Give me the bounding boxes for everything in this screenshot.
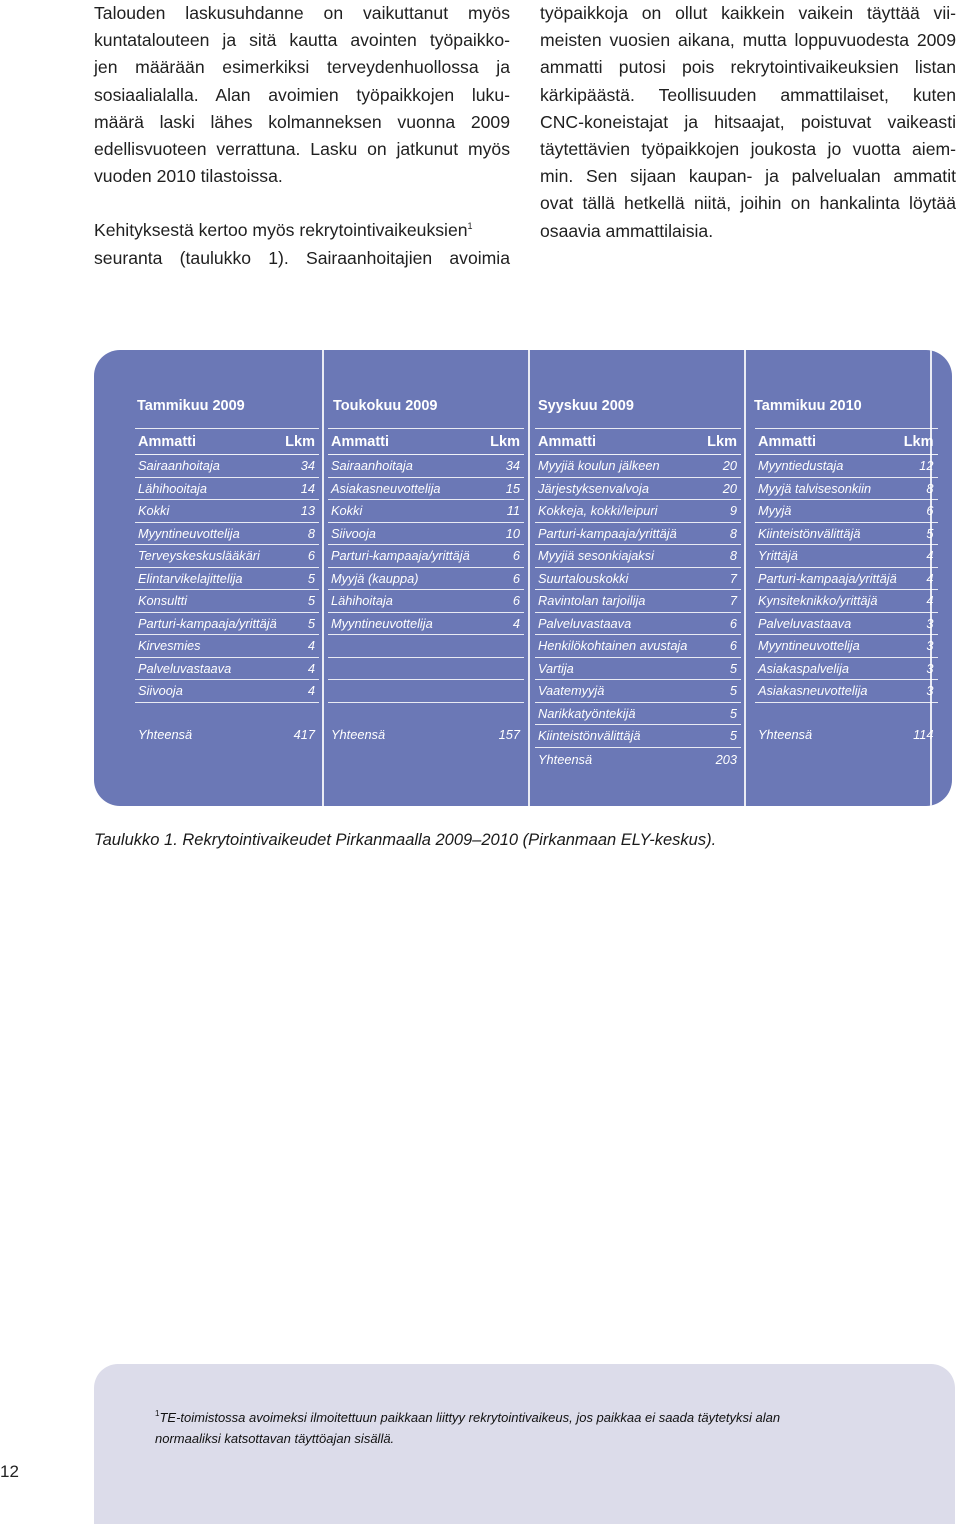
column-separator (322, 350, 324, 806)
job-cell (328, 702, 484, 713)
count-cell: 8 (702, 545, 741, 568)
count-cell: 11 (484, 500, 524, 523)
count-cell: 4 (901, 545, 938, 568)
period-table-jan-2010 (755, 428, 938, 747)
col-job-header: Ammatti (755, 429, 901, 455)
count-cell: 3 (901, 680, 938, 703)
text-line: seuranta (taulukko 1). Sairaanhoitajien avoimia (94, 247, 510, 268)
text-line: määrä laski lähes kolmanneksen vuonna 2009 (94, 111, 510, 132)
col-count-header: Lkm (702, 429, 741, 455)
text-line: kuntatalouteen ja sitä kautta avointen työpaikko- (94, 30, 510, 51)
count-cell: 13 (282, 500, 319, 523)
table-row (328, 635, 524, 658)
table-header-row (135, 429, 319, 455)
count-cell: 6 (484, 590, 524, 613)
job-cell: Kiinteistönvälittäjä (535, 725, 702, 748)
right-text-column (540, 0, 956, 245)
table-row (328, 545, 524, 568)
count-cell (282, 702, 319, 713)
job-cell: Henkilökohtainen avustaja (535, 635, 702, 658)
job-cell: Asiakasneuvottelija (328, 477, 484, 500)
table-row (535, 477, 741, 500)
job-cell: Vaatemyyjä (535, 680, 702, 703)
count-cell: 9 (702, 500, 741, 523)
empty-cell (135, 713, 282, 723)
job-cell (328, 680, 484, 703)
total-row (135, 723, 319, 747)
table-row (535, 590, 741, 613)
period-table-sep-2009 (535, 428, 741, 772)
text-line: min. Sen sijaan kaupan- ja palvelualan ammatit (540, 166, 956, 187)
total-label: Yhteensä (758, 727, 813, 742)
footnote-box (94, 1364, 955, 1524)
job-cell: Palveluvastaava (135, 657, 282, 680)
job-cell: Kokki (135, 500, 282, 523)
count-cell: 5 (282, 567, 319, 590)
table-row (755, 702, 938, 713)
table-row (755, 455, 938, 478)
total-row (535, 747, 741, 772)
job-cell: Myyjä (kauppa) (328, 567, 484, 590)
job-cell (135, 702, 282, 713)
text-line: CNC-koneistajat ja hitsaajat, poistuvat vaikeasti (540, 111, 956, 132)
table-row (135, 612, 319, 635)
paragraph-2 (94, 217, 510, 271)
col-job-header: Ammatti (328, 429, 484, 455)
table-header-row (755, 429, 938, 455)
table-row (755, 567, 938, 590)
text-line: ovat tällä hetkellä niitä, joihin on hankalinta löytää (540, 193, 956, 214)
table-row (135, 522, 319, 545)
table-row (535, 612, 741, 635)
paragraph-3 (540, 0, 956, 245)
count-cell (484, 702, 524, 713)
job-cell: Vartija (535, 657, 702, 680)
job-cell: Siivooja (328, 522, 484, 545)
job-cell: Myyntineuvottelija (135, 522, 282, 545)
table-row (755, 590, 938, 613)
count-cell: 10 (484, 522, 524, 545)
empty-cell (484, 713, 524, 723)
job-cell: Lähihoitaja (328, 590, 484, 613)
job-cell: Palveluvastaava (755, 612, 901, 635)
paragraph-1 (94, 0, 510, 190)
text-line: työpaikkoja on ollut kaikkein vaikein täyttää vii- (540, 3, 956, 23)
table-row (755, 680, 938, 703)
count-cell: 6 (484, 545, 524, 568)
count-cell: 6 (484, 567, 524, 590)
col-count-header: Lkm (484, 429, 524, 455)
job-cell: Parturi-kampaaja/yrittäjä (535, 522, 702, 545)
column-separator (528, 350, 530, 806)
table-row (328, 713, 524, 723)
count-cell: 6 (702, 635, 741, 658)
job-cell: Lähihooitaja (135, 477, 282, 500)
table-row (755, 713, 938, 723)
count-cell: 5 (282, 612, 319, 635)
recruitment-difficulty-table (94, 350, 952, 806)
column-separator (744, 350, 746, 806)
job-cell: Palveluvastaava (535, 612, 702, 635)
job-cell: Myyjä talvisesonkiin (755, 477, 901, 500)
table-row (755, 657, 938, 680)
table-row (135, 657, 319, 680)
job-cell: Järjestyksenvalvoja (535, 477, 702, 500)
total-label: Yhteensä (538, 752, 593, 767)
table-row (328, 477, 524, 500)
empty-cell (901, 713, 938, 723)
table-row (135, 545, 319, 568)
job-cell (755, 702, 901, 713)
text-line: kärkipäästä. Teollisuuden ammattilaiset, kuten (540, 84, 956, 105)
job-cell (328, 657, 484, 680)
table-row (535, 522, 741, 545)
count-cell: 34 (282, 455, 319, 478)
text-line: sosiaalialalla. Alan avoimien työpaikkojen luku- (94, 84, 510, 105)
page-number: 12 (0, 1462, 19, 1481)
count-cell: 4 (282, 680, 319, 703)
count-cell: 6 (901, 500, 938, 523)
total-value: 417 (293, 727, 315, 742)
job-cell: Ravintolan tarjoilija (535, 590, 702, 613)
empty-cell (755, 713, 901, 723)
table-row (535, 702, 741, 725)
job-cell: Konsultti (135, 590, 282, 613)
table-row (535, 545, 741, 568)
count-cell (484, 680, 524, 703)
table-row (328, 612, 524, 635)
text-fragment: Kehityksestä kertoo myös rekrytointivaikeuksien (94, 220, 468, 241)
job-cell: Kirvesmies (135, 635, 282, 658)
total-row (755, 723, 938, 747)
count-cell: 3 (901, 612, 938, 635)
period-table-jan-2009 (135, 428, 319, 747)
table-row (135, 713, 319, 723)
period-heading: Toukokuu 2009 (333, 398, 438, 414)
text-line: täytettävien työpaikkojen joukosta jo vuotta aiem- (540, 139, 956, 160)
table-row (755, 500, 938, 523)
job-cell: Myyntiedustaja (755, 455, 901, 478)
col-count-header: Lkm (282, 429, 319, 455)
text-line: edellisvuoteen verrattuna. Lasku on jatkunut myös (94, 139, 510, 160)
count-cell: 5 (702, 680, 741, 703)
count-cell: 5 (702, 725, 741, 748)
total-row (328, 723, 524, 747)
count-cell: 3 (901, 635, 938, 658)
job-cell: Sairaanhoitaja (328, 455, 484, 478)
count-cell: 34 (484, 455, 524, 478)
job-cell: Elintarvikelajittelija (135, 567, 282, 590)
table-row (755, 545, 938, 568)
job-cell: Myyjiä sesonkiajaksi (535, 545, 702, 568)
job-cell: Suurtalouskokki (535, 567, 702, 590)
table-row (328, 590, 524, 613)
footnote-ref: 1 (467, 221, 473, 232)
table-row (328, 522, 524, 545)
job-cell: Kiinteistönvälittäjä (755, 522, 901, 545)
count-cell: 4 (901, 590, 938, 613)
total-label: Yhteensä (138, 727, 193, 742)
col-job-header: Ammatti (535, 429, 702, 455)
text-line: osaavia ammattilaisia. (540, 220, 714, 241)
table-row (755, 522, 938, 545)
job-cell: Myyjä (755, 500, 901, 523)
footnote-number: 1 (155, 1409, 160, 1418)
count-cell: 3 (901, 657, 938, 680)
count-cell: 6 (282, 545, 319, 568)
count-cell: 4 (484, 612, 524, 635)
text-line: meisten vuosien aikana, mutta loppuvuodesta 2009 (540, 30, 956, 51)
job-cell: Kynsiteknikko/yrittäjä (755, 590, 901, 613)
table-row (135, 455, 319, 478)
count-cell: 7 (702, 590, 741, 613)
total-value: 203 (715, 752, 737, 767)
table-row (535, 725, 741, 748)
table-caption: Taulukko 1. Rekrytointivaikeudet Pirkanmaalla 2009–2010 (Pirkanmaan ELY-keskus). (94, 831, 717, 849)
table-row (135, 500, 319, 523)
count-cell: 7 (702, 567, 741, 590)
table-row (328, 455, 524, 478)
total-value: 114 (913, 727, 934, 742)
table-row (755, 635, 938, 658)
text-line (94, 217, 510, 244)
table-row (135, 477, 319, 500)
count-cell: 15 (484, 477, 524, 500)
table-row (135, 702, 319, 713)
job-cell: Sairaanhoitaja (135, 455, 282, 478)
col-job-header: Ammatti (135, 429, 282, 455)
footnote-line: TE-toimistossa avoimeksi ilmoitettuun paikkaan liittyy rekrytointivaikeus, jos paikkaa ei saada täytetyksi alan (159, 1410, 781, 1425)
text-line: ammatti putosi pois rekrytointivaikeuksien listan (540, 57, 956, 78)
count-cell: 20 (702, 455, 741, 478)
table-row (328, 702, 524, 713)
job-cell: Myyntineuvottelija (328, 612, 484, 635)
count-cell: 5 (282, 590, 319, 613)
table-row (135, 567, 319, 590)
total-value: 157 (498, 727, 520, 742)
total-label: Yhteensä (331, 727, 386, 742)
left-text-column (94, 0, 510, 272)
text-line: jen määrään esimerkiksi terveydenhuollossa ja (94, 57, 510, 78)
count-cell: 5 (702, 657, 741, 680)
job-cell: Kokki (328, 500, 484, 523)
count-cell: 8 (901, 477, 938, 500)
job-cell (328, 635, 484, 658)
table-row (535, 500, 741, 523)
table-row (535, 657, 741, 680)
count-cell: 8 (702, 522, 741, 545)
table-row (535, 635, 741, 658)
empty-cell (282, 713, 319, 723)
text-line: vuoden 2010 tilastoissa. (94, 166, 283, 187)
job-cell: Kokkeja, kokki/leipuri (535, 500, 702, 523)
table-row (328, 680, 524, 703)
job-cell: Asiakaspalvelija (755, 657, 901, 680)
count-cell: 14 (282, 477, 319, 500)
job-cell: Parturi-kampaaja/yrittäjä (328, 545, 484, 568)
job-cell: Parturi-kampaaja/yrittäjä (755, 567, 901, 590)
table-row (535, 455, 741, 478)
footnote-text (155, 1407, 875, 1449)
count-cell: 5 (702, 702, 741, 725)
count-cell (484, 657, 524, 680)
table-row (135, 635, 319, 658)
job-cell: Myyjiä koulun jälkeen (535, 455, 702, 478)
table-row (328, 567, 524, 590)
text-line: Talouden laskusuhdanne on vaikuttanut myös (94, 3, 510, 23)
job-cell: Yrittäjä (755, 545, 901, 568)
count-cell: 4 (282, 635, 319, 658)
table-row (755, 477, 938, 500)
count-cell: 4 (282, 657, 319, 680)
count-cell (901, 702, 938, 713)
footnote-line: normaaliksi katsottavan täyttöajan sisällä. (155, 1431, 395, 1446)
table-row (135, 680, 319, 703)
table-row (135, 590, 319, 613)
table-row (328, 657, 524, 680)
job-cell: Siivooja (135, 680, 282, 703)
count-cell: 20 (702, 477, 741, 500)
col-count-header: Lkm (901, 429, 938, 455)
empty-cell (328, 713, 484, 723)
job-cell: Asiakasneuvottelija (755, 680, 901, 703)
table-row (535, 567, 741, 590)
table-row (535, 680, 741, 703)
job-cell: Terveyskeskuslääkäri (135, 545, 282, 568)
count-cell (484, 635, 524, 658)
table-row (755, 612, 938, 635)
count-cell: 5 (901, 522, 938, 545)
count-cell: 8 (282, 522, 319, 545)
table-header-row (328, 429, 524, 455)
job-cell: Myyntineuvottelija (755, 635, 901, 658)
count-cell: 12 (901, 455, 938, 478)
table-header-row (535, 429, 741, 455)
period-table-may-2009 (328, 428, 524, 747)
job-cell: Narikkatyöntekijä (535, 702, 702, 725)
period-heading: Syyskuu 2009 (538, 398, 634, 414)
count-cell: 6 (702, 612, 741, 635)
period-heading: Tammikuu 2009 (137, 398, 245, 414)
job-cell: Parturi-kampaaja/yrittäjä (135, 612, 282, 635)
count-cell: 4 (901, 567, 938, 590)
table-row (328, 500, 524, 523)
period-heading: Tammikuu 2010 (754, 398, 862, 414)
